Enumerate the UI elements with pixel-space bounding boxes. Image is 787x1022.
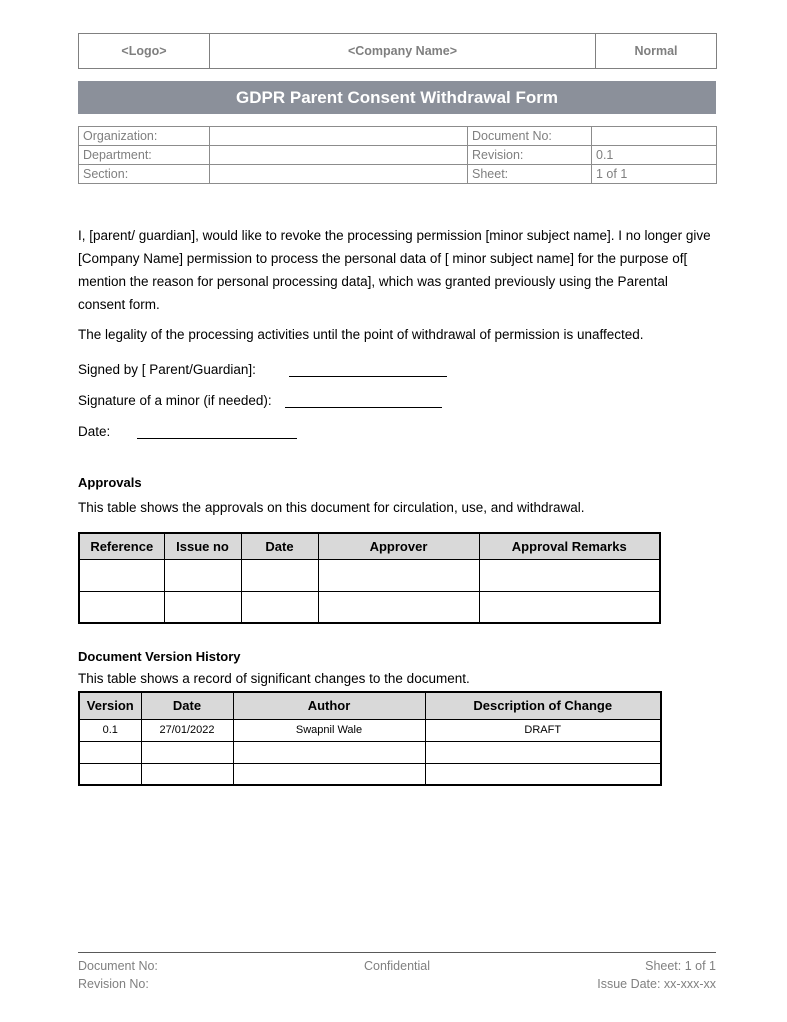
- version-header-description: Description of Change: [425, 692, 661, 719]
- meta-row: [79, 165, 717, 184]
- date-label: Date:: [78, 424, 111, 439]
- consent-withdrawal-paragraph: I, [parent/ guardian], would like to revoke the processing permission [minor subject name]. I no longer give [Company Name] permission to process the personal data of [ minor subject name] for the purpose of[ mention the reason for personal processing data], which was granted previously using the Parental consent form.: [78, 228, 711, 312]
- document-title-banner: [78, 81, 716, 114]
- signed-by-signature-line: [289, 362, 447, 377]
- version-cell-description: DRAFT: [425, 719, 661, 741]
- approvals-table: [78, 532, 661, 624]
- footer-revision-no-label: Revision No:: [78, 977, 149, 991]
- meta-row: [79, 127, 717, 146]
- footer-sheet: Sheet: 1 of 1: [645, 959, 716, 973]
- minor-signature-line: [285, 393, 442, 408]
- approvals-cell: [79, 591, 164, 623]
- approvals-cell: [79, 559, 164, 591]
- signed-by-label: Signed by [ Parent/Guardian]:: [78, 362, 256, 377]
- document-title: GDPR Parent Consent Withdrawal Form: [236, 87, 558, 107]
- version-header-author: Author: [233, 692, 425, 719]
- page-footer: [78, 952, 716, 993]
- approvals-cell: [479, 591, 660, 623]
- version-cell-version: 0.1: [79, 719, 141, 741]
- version-history-table: [78, 691, 662, 786]
- meta-value-revision: 0.1: [592, 146, 717, 165]
- version-cell: [233, 741, 425, 763]
- company-name-placeholder: <Company Name>: [210, 34, 596, 69]
- meta-label-department: Department:: [79, 146, 210, 165]
- version-cell: [141, 741, 233, 763]
- footer-confidential: Confidential: [363, 959, 430, 973]
- version-cell: [141, 763, 233, 785]
- approvals-heading: Approvals: [78, 475, 142, 490]
- approvals-description: This table shows the approvals on this document for circulation, use, and withdrawal.: [78, 500, 585, 515]
- approvals-header-row: [79, 533, 660, 559]
- meta-value-sheet: 1 of 1: [592, 165, 717, 184]
- footer-right: [503, 957, 716, 993]
- signature-row-parent: [78, 360, 716, 377]
- signature-row-minor: [78, 391, 716, 408]
- version-row: [79, 719, 661, 741]
- date-line: [137, 424, 297, 439]
- approvals-cell: [479, 559, 660, 591]
- approvals-header-reference: Reference: [79, 533, 164, 559]
- meta-label-document-no: Document No:: [468, 127, 592, 146]
- version-cell: [79, 741, 141, 763]
- meta-row: [79, 146, 717, 165]
- version-cell: [79, 763, 141, 785]
- approvals-cell: [164, 591, 241, 623]
- minor-signature-label: Signature of a minor (if needed):: [78, 393, 272, 408]
- meta-label-revision: Revision:: [468, 146, 592, 165]
- approvals-row: [79, 591, 660, 623]
- meta-value-department: [210, 146, 468, 165]
- version-history-heading: Document Version History: [78, 649, 241, 664]
- legality-paragraph: The legality of the processing activities until the point of withdrawal of permission is unaffected.: [78, 327, 644, 342]
- approvals-row: [79, 559, 660, 591]
- approvals-header-approver: Approver: [318, 533, 479, 559]
- approvals-header-remarks: Approval Remarks: [479, 533, 660, 559]
- version-header-version: Version: [79, 692, 141, 719]
- signature-row-date: [78, 422, 716, 439]
- footer-left: [78, 957, 291, 993]
- approvals-cell: [164, 559, 241, 591]
- version-history-description: This table shows a record of significant changes to the document.: [78, 671, 470, 686]
- footer-document-no-label: Document No:: [78, 959, 158, 973]
- meta-label-sheet: Sheet:: [468, 165, 592, 184]
- version-row: [79, 763, 661, 785]
- approvals-cell: [318, 559, 479, 591]
- meta-label-organization: Organization:: [79, 127, 210, 146]
- version-header-row: [79, 692, 661, 719]
- meta-value-section: [210, 165, 468, 184]
- approvals-cell: [241, 559, 318, 591]
- footer-issue-date: Issue Date: xx-xxx-xx: [597, 977, 716, 991]
- document-meta-table: [78, 126, 717, 184]
- version-cell: [425, 741, 661, 763]
- approvals-header-date: Date: [241, 533, 318, 559]
- document-header-table: [78, 33, 717, 69]
- version-cell: [425, 763, 661, 785]
- version-cell-author: Swapnil Wale: [233, 719, 425, 741]
- approvals-cell: [318, 591, 479, 623]
- version-row: [79, 741, 661, 763]
- document-status: Normal: [596, 34, 717, 69]
- logo-placeholder: <Logo>: [79, 34, 210, 69]
- approvals-cell: [241, 591, 318, 623]
- document-content: [78, 33, 716, 786]
- meta-value-document-no: [592, 127, 717, 146]
- approvals-header-issue-no: Issue no: [164, 533, 241, 559]
- version-cell-date: 27/01/2022: [141, 719, 233, 741]
- meta-label-section: Section:: [79, 165, 210, 184]
- version-header-date: Date: [141, 692, 233, 719]
- version-cell: [233, 763, 425, 785]
- meta-value-organization: [210, 127, 468, 146]
